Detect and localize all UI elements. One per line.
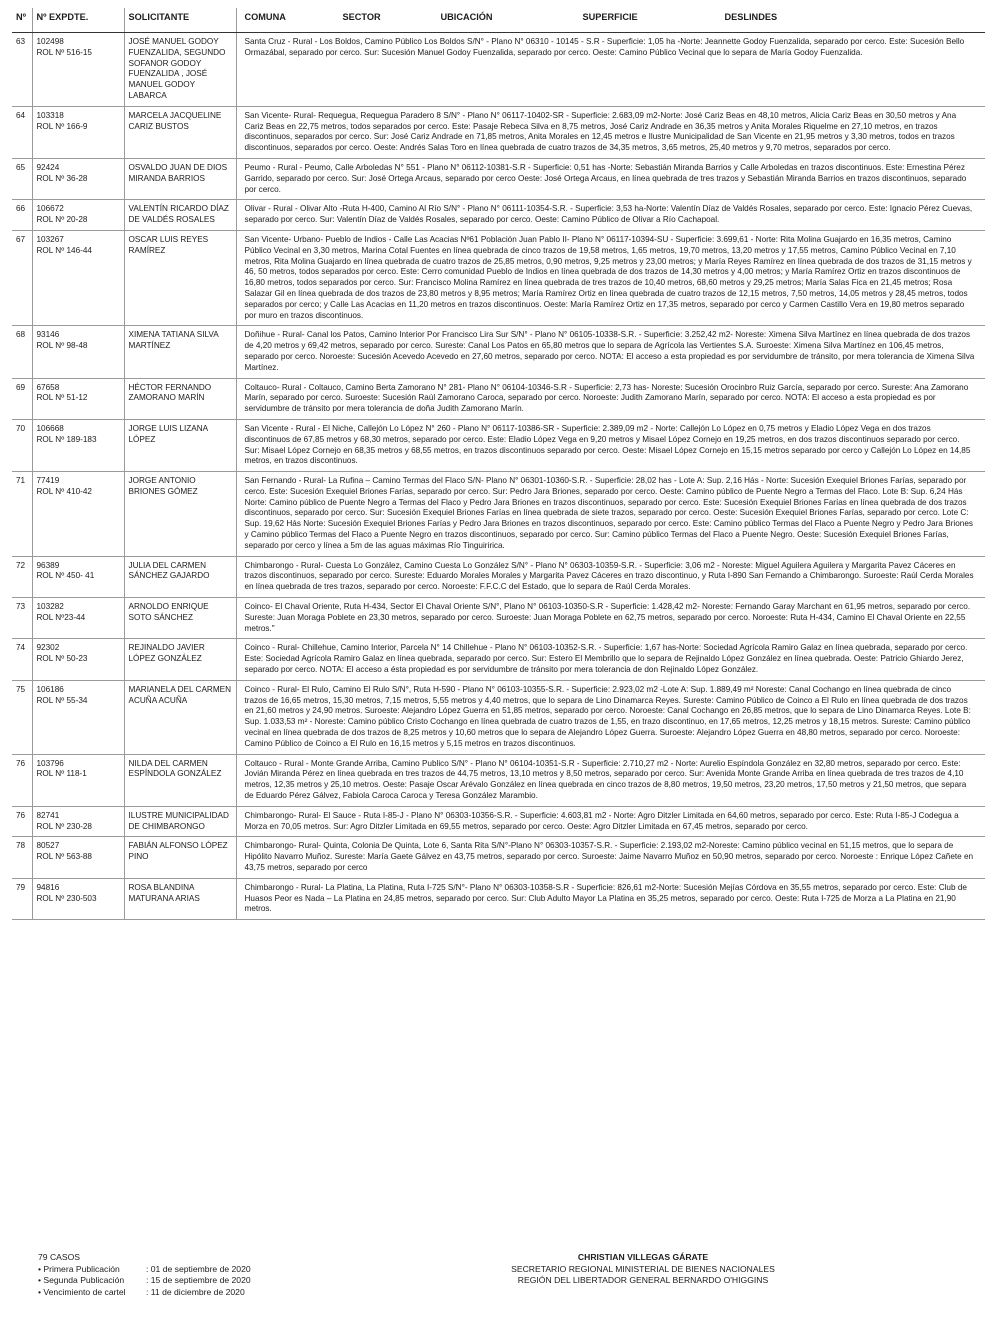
deslindes-cell: Doñihue - Rural- Canal los Patos, Camino Interior Por Francisco Lira Sur S/N° - Plano N° 06105-10338-S.R. - Superficie: 3.252,42 m2- Noreste: Ximena Silva Martínez en línea quebrada de dos trazos de 4,20 metros y 69,42 metros, separado por cerco. Sureste: Canal Los Patos en 65,80 metros que lo separa de Agrícola las Vertientes S.A. Suroeste: Ximena Silva Martínez en 106,45 metros, separado por cerco. Noroeste: Sucesión Acevedo Acevedo en 27,60 metros, separado por cerco. NOTA: El acceso a esta propiedad es por servidumbre de tránsito, por mera tolerancia de Ximena Silva Martínez.	[236, 326, 985, 378]
expediente-cell	[32, 158, 124, 199]
expediente-number: 106668	[36, 423, 64, 433]
row-number: 73	[12, 598, 32, 639]
solicitante-cell: REJINALDO JAVIER LÓPEZ GONZÁLEZ	[124, 639, 236, 680]
row-number: 75	[12, 680, 32, 754]
rol-number: ROL Nº 118-1	[36, 769, 87, 779]
rol-number: ROL Nº 51-12	[36, 393, 88, 403]
row-number: 79	[12, 878, 32, 919]
table-row	[12, 837, 985, 878]
row-number: 69	[12, 378, 32, 419]
expediente-cell	[32, 326, 124, 378]
deslindes-cell: Coltauco- Rural - Coltauco, Camino Berta Zamorano N° 281- Plano N° 06104-10346-S.R - Superficie: 2,73 has- Noreste: Sucesión Orocinbro Ruiz García, separado por cerco. Sureste: Ana Zamorano Marín, separado por cerco. Suroeste: Sucesión Raúl Zamorano Caroca, separado por cerco. Noroeste: Judith Zamorano Marín, separado por cerco. NOTA: El acceso a esta propiedad es por servidumbre de tránsito por mera tolerancia de doña Judith Zamorano Marín.	[236, 378, 985, 419]
expediente-cell	[32, 472, 124, 557]
header-n: Nº	[12, 8, 32, 33]
publication-date: : 01 de septiembre de 2020	[146, 1263, 251, 1274]
expediente-cell	[32, 598, 124, 639]
row-number: 72	[12, 556, 32, 597]
deslindes-cell: Chimbarongo- Rural- Quinta, Colonia De Quinta, Lote 6, Santa Rita S/N°-Plano N° 06303-10357-S.R. - Superficie: 2.193,02 m2-Noreste: Camino público vecinal en 51,15 metros, que lo separa de Hipólito Navarro Muñoz. Sureste: María Gaete Gálvez en 43,75 metros, separado por cerco. Suroeste: Jaime Navarro Muñoz en 50,90 metros, separado por cerco. Noroeste : Enrique López Cañete en 43,75 metros, separado por cerco	[236, 837, 985, 878]
deslindes-cell: Coinco - Rural- El Rulo, Camino El Rulo S/N°, Ruta H-590 - Plano N° 06103-10355-S.R. - Superficie: 2.923,02 m2 -Lote A: Sup. 1.889,49 m² Noreste: Canal Cochango en línea quebrada de cinco trazos de 16,65 metros, 15,30 metros, 7,15 metros, 5,55 metros y 4,40 metros, que lo separa de Lino Dinamarca Reyes. Sureste: Camino Público de Coinco a El Rulo en línea quebrada de dos trazos en 21,60 metros y 24,90 metros. Suroeste: Alejandro López Guerra en 51,85 metros, separado por cerco. Noroeste: Canal Cochango en 26,85 metros, que lo separa de Lino Dinamarca Reyes. Lote B: Sup. 1.033,53 m² - Noreste: Camino público Cristo Cochango en línea quebrada de cuatro trazos de 1,55, en trazo discontinuo, en 17,65 metros, 12,25 metros y 18,15 metros. Sureste: Camino público vecinal en línea quebrada de dos trazos de 8,25 metros y 10,60 metros que lo separa de Alejandro López Guerra. Suroeste: Alejandro López Guerra en 48,80 metros, separado por cerco. Noroeste: Camino Público de Coinco a El Rulo en 16,15 metros y 5,15 metros en trazos discontinuos.	[236, 680, 985, 754]
deslindes-cell: Coltauco - Rural - Monte Grande Arriba, Camino Publico S/N° - Plano N° 06104-10351-S.R - Superficie: 2.710,27 m2 - Norte: Aurelio Espíndola González en 32,80 metros, separado por cerco. Este: Jovián Miranda Pérez en línea quebrada en tres trazos de 44,75 metros, 13,10 metros y 8,50 metros, separado por cerco. Sur: Avenida Monte Grande Arriba en línea quebrada de tres trazos de 4,10 metros, 12,35 metros y 25,10 metros. Oeste: Pasaje Oscar Arévalo González en línea quebrada en cinco trazos de 8,80 metros, 19,50 metros, 23,20 metros, 17,50 metros y 21,50 metros, que separa de Eduardo Pérez Gálvez, Fabiola Caroca Caroca y Teresa González Marambio.	[236, 754, 985, 806]
publication-date: : 15 de septiembre de 2020	[146, 1275, 251, 1286]
solicitante-cell: OSVALDO JUAN DE DIOS MIRANDA BARRIOS	[124, 158, 236, 199]
table-row	[12, 200, 985, 231]
publication-info	[38, 1252, 338, 1298]
deslindes-cell: San Vicente- Urbano- Pueblo de Indios - Calle Las Acacias Nº61 Población Juan Pablo II- Plano N° 06117-10394-SU - Superficie: 3.699,61 - Norte: Rita Molina Guajardo en 16,35 metros, Camino Público Vecinal en 3,30 metros, Marina Cotal Fuentes en línea quebrada de cinco trazos de 19,58 metros, 1,65 metros, 19,70 metros, 13,20 metros y 17,55 metros, Camino Público Vecinal en 7,10 metros, Rita Molina Guajardo en línea quebrada de cuatro trazos de 25,85 metros, 0,90 metros, 9,25 metros y 23,00 metros; y María Reyes Ramírez en línea quebrada de dos trazos de 31,15 metros y 46, 50 metros, todos separados por cerco. Este: Cerro comunidad Pueblo de Indios en línea quebrada de dos trazos de 14,30 metros y 4,00 metros; y María Ramírez Ortiz en trazos discontinuos de 16,80 metros, todos separados por cerco. Sur: Francisco Molina Ramírez en línea quebrada de tres trazos de 10,40 metros, 68,60 metros y 29,25 metros; María Salas Fica en 21,45 metros; Rosa Salazar Gil en línea quebrada de dos trazos de 23,80 metros y 8,95 metros; María Ramírez Ortiz en línea quebrada de cuatro trazos de 12,15 metros, 7,50 metros, 14,05 metros y 28,45 metros, todos separados por cerco; y Calle Las Acacias en 11,20 metros en trazos discontinuos. Oeste: María Ramírez Ortiz en 17,35 metros, separado por cerco y Carmen Castillo Vera en 19,80 metros separado por muro en trazos discontinuos.	[236, 230, 985, 325]
deslindes-cell: San Vicente- Rural- Requegua, Requegua Paradero 8 S/N° - Plano N° 06117-10402-SR - Superficie: 2.683,09 m2-Norte: José Cariz Beas en 48,10 metros, Alicia Cariz Beas en 30,50 metros y Ana Cariz Beas en 22,75 metros, todos separados por cerco. Este: Pasaje Rebeca Silva en 8,75 metros, José Cariz Andrade en 36,35 metros y Anita Morales Riquelme en 27,10 metros, en trazos discontinuos, separados por cerco. Sur: José Cariz Andrade en 71,85 metros, Anita Morales en 12,45 metros e Ilustre Municipalidad de San Vicente en 21,95 metros y 3,30 metros, todos en trazos discontinuos, separados por cerco. Oeste: Andrés Salas Toro en línea quebrada de cuatro trazos de 34,35 metros, 3,65 metros, 25,40 metros y 9,70 metros, separados por cerco.	[236, 106, 985, 158]
expediente-cell	[32, 378, 124, 419]
row-number: 64	[12, 106, 32, 158]
rol-number: ROL Nº 189-183	[36, 434, 97, 444]
publication-label: • Primera Publicación	[38, 1263, 120, 1274]
publication-label: • Vencimiento de cartel	[38, 1286, 126, 1297]
expediente-number: 92302	[36, 643, 60, 653]
rol-number: ROL Nº 20-28	[36, 215, 88, 225]
table-row	[12, 556, 985, 597]
table-row	[12, 326, 985, 378]
rol-number: ROL Nº 230-28	[36, 821, 92, 831]
deslindes-cell: Coinco - Rural- Chillehue, Camino Interior, Parcela N° 14 Chillehue - Plano N° 06103-10352-S.R. - Superficie: 1,67 has-Norte: Sociedad Agrícola Ramiro Galaz en línea quebrada, separado por cerco. Este: Sociedad Agrícola Ramiro Galaz en línea quebrada, separado por cerco. Sur: Estero El Membrillo que lo separa de Rejinaldo López González en línea quebrada. Oeste: Patricio Ghiardo Jerez, separado por cerco. NOTA: El acceso a ésta propiedad es por servidumbre de tránsito por mera tolerancia de don Rejinaldo López González.	[236, 639, 985, 680]
solicitante-cell: VALENTÍN RICARDO DÍAZ DE VALDÉS ROSALES	[124, 200, 236, 231]
expediente-cell	[32, 200, 124, 231]
rol-number: ROL Nº 563-88	[36, 852, 92, 862]
table-body	[12, 33, 985, 920]
solicitante-cell: JORGE ANTONIO BRIONES GÓMEZ	[124, 472, 236, 557]
expediente-number: 103318	[36, 110, 64, 120]
expediente-cell	[32, 230, 124, 325]
row-number: 70	[12, 419, 32, 471]
properties-table	[12, 8, 985, 920]
solicitante-cell: ROSA BLANDINA MATURANA ARIAS	[124, 878, 236, 919]
row-number: 66	[12, 200, 32, 231]
header-ubicacion: UBICACIÓN	[440, 12, 493, 22]
table-header	[12, 8, 985, 33]
deslindes-cell: Santa Cruz - Rural - Los Boldos, Camino Público Los Boldos S/N° - Plano N° 06310 - 10145 - S.R - Superficie: 1,05 ha -Norte: Jeannette Godoy Fuenzalida, separado por cerco. Este: Sucesión Bello Ormazábal, separado por cerco. Sur: Sucesión Manuel Godoy Fuenzalida, separado por cerco. Oeste: Camino Público Vecinal que lo separa de María Godoy Fuenzalida.	[236, 33, 985, 107]
deslindes-cell: San Vicente - Rural - El Niche, Callejón Lo López N° 260 - Plano N° 06117-10386-SR - Superficie: 2.389,09 m2 - Norte: Callejón Lo López en 0,75 metros y Eladio López Vega en dos trazos discontinuos de 67,85 metros y 68,30 metros, separado por cerco. Este: Eladio López Vega en 9,20 metros y Misael López Cornejo en 19,25 metros, en dos trazos discontinuos separado por cerco. Sur: Misael López Cornejo en 68,35 metros y 68,55 metros, en trazos discontinuos separado por cerco. Oeste: Misael López Cornejo en 15,15 metros separado por cerco y Callejón Lo López en 14,85 metros, en trazos discontinuos.	[236, 419, 985, 471]
rol-number: ROL Nº 98-48	[36, 341, 88, 351]
rol-number: ROL Nº 450- 41	[36, 571, 95, 581]
header-comuna: COMUNA	[244, 12, 286, 22]
expediente-cell	[32, 754, 124, 806]
rol-number: ROL Nº 166-9	[36, 121, 88, 131]
table-row	[12, 472, 985, 557]
solicitante-cell: FABIÁN ALFONSO LÓPEZ PINO	[124, 837, 236, 878]
deslindes-cell: Peumo - Rural - Peumo, Calle Arboledas N° 551 - Plano N° 06112-10381-S.R - Superficie: 0,51 has -Norte: Sebastián Miranda Barrios y Calle Arboledas en trazos discontinuos. Este: Ernestina Pérez Garrido, separado por cerco. Sur: José Ortega Arcaus, separado por cerco Oeste: José Ortega Arcaus, en línea quebrada de tres trazos y Sebastián Miranda Barrios en trazos discontinuos, separado por cerco.	[236, 158, 985, 199]
solicitante-cell: ILUSTRE MUNICIPALIDAD DE CHIMBARONGO	[124, 806, 236, 837]
rol-number: ROL Nº 230-503	[36, 893, 97, 903]
table-row	[12, 806, 985, 837]
expediente-number: 106186	[36, 684, 64, 694]
expediente-number: 102498	[36, 37, 64, 46]
rol-number: ROL Nº 36-28	[36, 173, 88, 183]
cases-count: 79 CASOS	[38, 1252, 81, 1262]
table-row	[12, 106, 985, 158]
table-row	[12, 419, 985, 471]
expediente-cell	[32, 106, 124, 158]
rol-number: ROL Nº23-44	[36, 612, 86, 622]
solicitante-cell: OSCAR LUIS REYES RAMÍREZ	[124, 230, 236, 325]
publication-line	[38, 1275, 338, 1287]
expediente-cell	[32, 33, 124, 107]
solicitante-cell: MARIANELA DEL CARMEN ACUÑA ACUÑA	[124, 680, 236, 754]
header-deslindes: DESLINDES	[724, 12, 778, 22]
signer-title: SECRETARIO REGIONAL MINISTERIAL DE BIENES NACIONALES	[511, 1263, 775, 1274]
deslindes-cell: Olivar - Rural - Olivar Alto -Ruta H-400, Camino Al Río S/N° - Plano N° 06111-10354-S.R. - Superficie: 3,53 ha-Norte: Valentín Díaz de Valdés Rosales, separado por cerco. Este: Ignacio Pérez Cuevas, separado por cerco. Sur: Valentín Díaz de Valdés Rosales, separado por cerco. Oeste: Camino Público de Olivar a Río Cachapoal.	[236, 200, 985, 231]
solicitante-cell: JORGE LUIS LIZANA LÓPEZ	[124, 419, 236, 471]
notice-page	[12, 8, 985, 920]
table-row	[12, 230, 985, 325]
publication-line	[38, 1287, 338, 1299]
row-number: 65	[12, 158, 32, 199]
signature-block	[478, 1252, 808, 1287]
deslindes-cell: Chimbarongo - Rural- La Platina, La Platina, Ruta I-725 S/N°- Plano N° 06303-10358-S.R - Superficie: 826,61 m2-Norte: Sucesión Mejías Córdova en 35,55 metros, separado por cerco. Este: Club de Huasos Peor es Nada – La Platina en 24,85 metros, separado por cerco. Sur: Club Adulto Mayor La Platina en 35,25 metros, separado por cerco. Oeste: Ruta I-725 de Morza a La Platina en 21,90 metros.	[236, 878, 985, 919]
row-number: 74	[12, 639, 32, 680]
row-number: 68	[12, 326, 32, 378]
table-row	[12, 754, 985, 806]
deslindes-cell: San Fernando - Rural- La Rufina – Camino Termas del Flaco S/N- Plano N° 06301-10360-S.R. - Superficie: 28,02 has - Lote A: Sup. 2,16 Hás - Norte: Sucesión Exequiel Briones Farías, separado por cerco. Este: Sucesión Exequiel Briones Farías, separado por cerco. Sur: Pedro Jara Briones, separado por cerco. Oeste: Camino público de Puente Negro a Termas del Flaco. Lote B: Sup. 6,24 Hás Norte: Camino público de Puente Negro a Termas del Flaco y Pedro Jara Briones en trazos discontinuos, separado por cerco. Este: Sucesión Exequiel Briones Farías en línea quebrada de dos trazos discontinuos, separado por cerco. Sur: Sucesión Exequiel Briones Farías en línea quebrada de siete trazos, separado por cerco. Oeste: Sucesión Exequiel Briones Farías, separado por cerco. Lote C: Sup. 19,62 Hás Norte: Sucesión Exequiel Briones Farías y Pedro Jara Briones en trazos discontinuos, separado por cerco. Este: Camino público Termas del Flaco a Puente Negro y Pedro Jara Briones y Camino público Termas del Flaco a Puente Negro en trazos discontinuos, separado por cerco. Sur: Camino público Termas del Flaco a Puente Negro. Oeste: Sucesión Exequiel Briones Farías, separado por cerco y línea a 5m de las aguas máximas Río Tinguiririca.	[236, 472, 985, 557]
table-row	[12, 878, 985, 919]
deslindes-cell: Chimbarongo- Rural- El Sauce - Ruta I-85-J - Plano N° 06303-10356-S.R. - Superficie: 4.603,81 m2 - Norte: Agro Ditzler Limitada en 64,60 metros, separado por cerco. Este: Ruta I-85-J Codegua a Morza en 70,05 metros. Sur: Agro Ditzler Limitada en 69,55 metros, separado por cerco. Oeste: Agro Ditzler Limitada en 67,45 metros, separado por cerco.	[236, 806, 985, 837]
solicitante-cell: NILDA DEL CARMEN ESPÍNDOLA GONZÁLEZ	[124, 754, 236, 806]
rol-number: ROL Nº 410-42	[36, 486, 92, 496]
table-row	[12, 378, 985, 419]
expediente-cell	[32, 806, 124, 837]
row-number: 63	[12, 33, 32, 107]
expediente-cell	[32, 556, 124, 597]
solicitante-cell: ARNOLDO ENRIQUE SOTO SÁNCHEZ	[124, 598, 236, 639]
expediente-number: 103267	[36, 234, 64, 244]
header-sector: SECTOR	[342, 12, 381, 22]
row-number: 76	[12, 754, 32, 806]
solicitante-cell: XIMENA TATIANA SILVA MARTÍNEZ	[124, 326, 236, 378]
rol-number: ROL Nº 516-15	[36, 47, 92, 57]
expediente-number: 82741	[36, 810, 60, 820]
expediente-number: 67658	[36, 382, 60, 392]
solicitante-cell: JOSÉ MANUEL GODOY FUENZALIDA, SEGUNDO SOFANOR GODOY FUENZALIDA , JOSÉ MANUEL GODOY LABARCA	[124, 33, 236, 107]
expediente-cell	[32, 419, 124, 471]
solicitante-cell: HÉCTOR FERNANDO ZAMORANO MARÍN	[124, 378, 236, 419]
row-number: 71	[12, 472, 32, 557]
rol-number: ROL Nº 55-34	[36, 695, 88, 705]
table-row	[12, 639, 985, 680]
solicitante-cell: JULIA DEL CARMEN SÁNCHEZ GAJARDO	[124, 556, 236, 597]
row-number: 67	[12, 230, 32, 325]
publication-label: • Segunda Publicación	[38, 1275, 125, 1286]
expediente-cell	[32, 878, 124, 919]
expediente-cell	[32, 680, 124, 754]
expediente-number: 80527	[36, 841, 60, 851]
expediente-cell	[32, 639, 124, 680]
table-row	[12, 158, 985, 199]
expediente-number: 106672	[36, 204, 64, 214]
deslindes-cell: Coinco- El Chaval Oriente, Ruta H-434, Sector El Chaval Oriente S/N°, Plano N° 06103-10350-S.R - Superficie: 1.428,42 m2- Noreste: Fernando Garay Marchant en 61,95 metros, separado por cerco. Sureste: Juan Moraga Poblete en 23,30 metros, separado por cerco. Suroeste: Juan Moraga Poblete en 62,75 metros, separado por cerco. Noroeste: Ruta H-434, Camino El Chaval Oriente en 22,55 metros."	[236, 598, 985, 639]
expediente-number: 92424	[36, 162, 60, 172]
table-row	[12, 680, 985, 754]
header-superficie: SUPERFICIE	[582, 12, 638, 22]
expediente-number: 94816	[36, 882, 60, 892]
header-columns	[236, 8, 985, 33]
header-expdte: Nº EXPDTE.	[32, 8, 124, 33]
publication-line	[38, 1264, 338, 1276]
expediente-number: 96389	[36, 560, 60, 570]
signer-name: CHRISTIAN VILLEGAS GÁRATE	[577, 1252, 709, 1262]
row-number: 76	[12, 806, 32, 837]
solicitante-cell: MARCELA JACQUELINE CARIZ BUSTOS	[124, 106, 236, 158]
header-solicitante: SOLICITANTE	[124, 8, 236, 33]
expediente-number: 93146	[36, 330, 60, 340]
publication-date: : 11 de diciembre de 2020	[146, 1286, 245, 1297]
rol-number: ROL Nº 146-44	[36, 245, 92, 255]
expediente-number: 103282	[36, 602, 64, 612]
expediente-cell	[32, 837, 124, 878]
row-number: 78	[12, 837, 32, 878]
expediente-number: 103796	[36, 758, 64, 768]
signer-region: REGIÓN DEL LIBERTADOR GENERAL BERNARDO O'HIGGINS	[517, 1275, 769, 1286]
expediente-number: 77419	[36, 476, 60, 486]
table-row	[12, 33, 985, 107]
rol-number: ROL Nº 50-23	[36, 654, 88, 664]
table-row	[12, 598, 985, 639]
deslindes-cell: Chimbarongo - Rural- Cuesta Lo González, Camino Cuesta Lo González S/N° - Plano N° 06303-10359-S.R. - Superficie: 3,06 m2 - Noreste: Miguel Aguilera Aguilera y Margarita Pavez Cáceres en trazos discontinuos, separado por cerco. Sureste: Eduardo Morales Morales y Margarita Pavez Cáceres en trazo discontinuo, y Ruta I-890 San Fernando a Chimbarongo. Suroeste: Raúl Cerda Morales en línea quebrada de tres trazos, separado por cerco. Noroeste: F.F.C.C del Estado, que lo separa de Raúl Cerda Morales.	[236, 556, 985, 597]
